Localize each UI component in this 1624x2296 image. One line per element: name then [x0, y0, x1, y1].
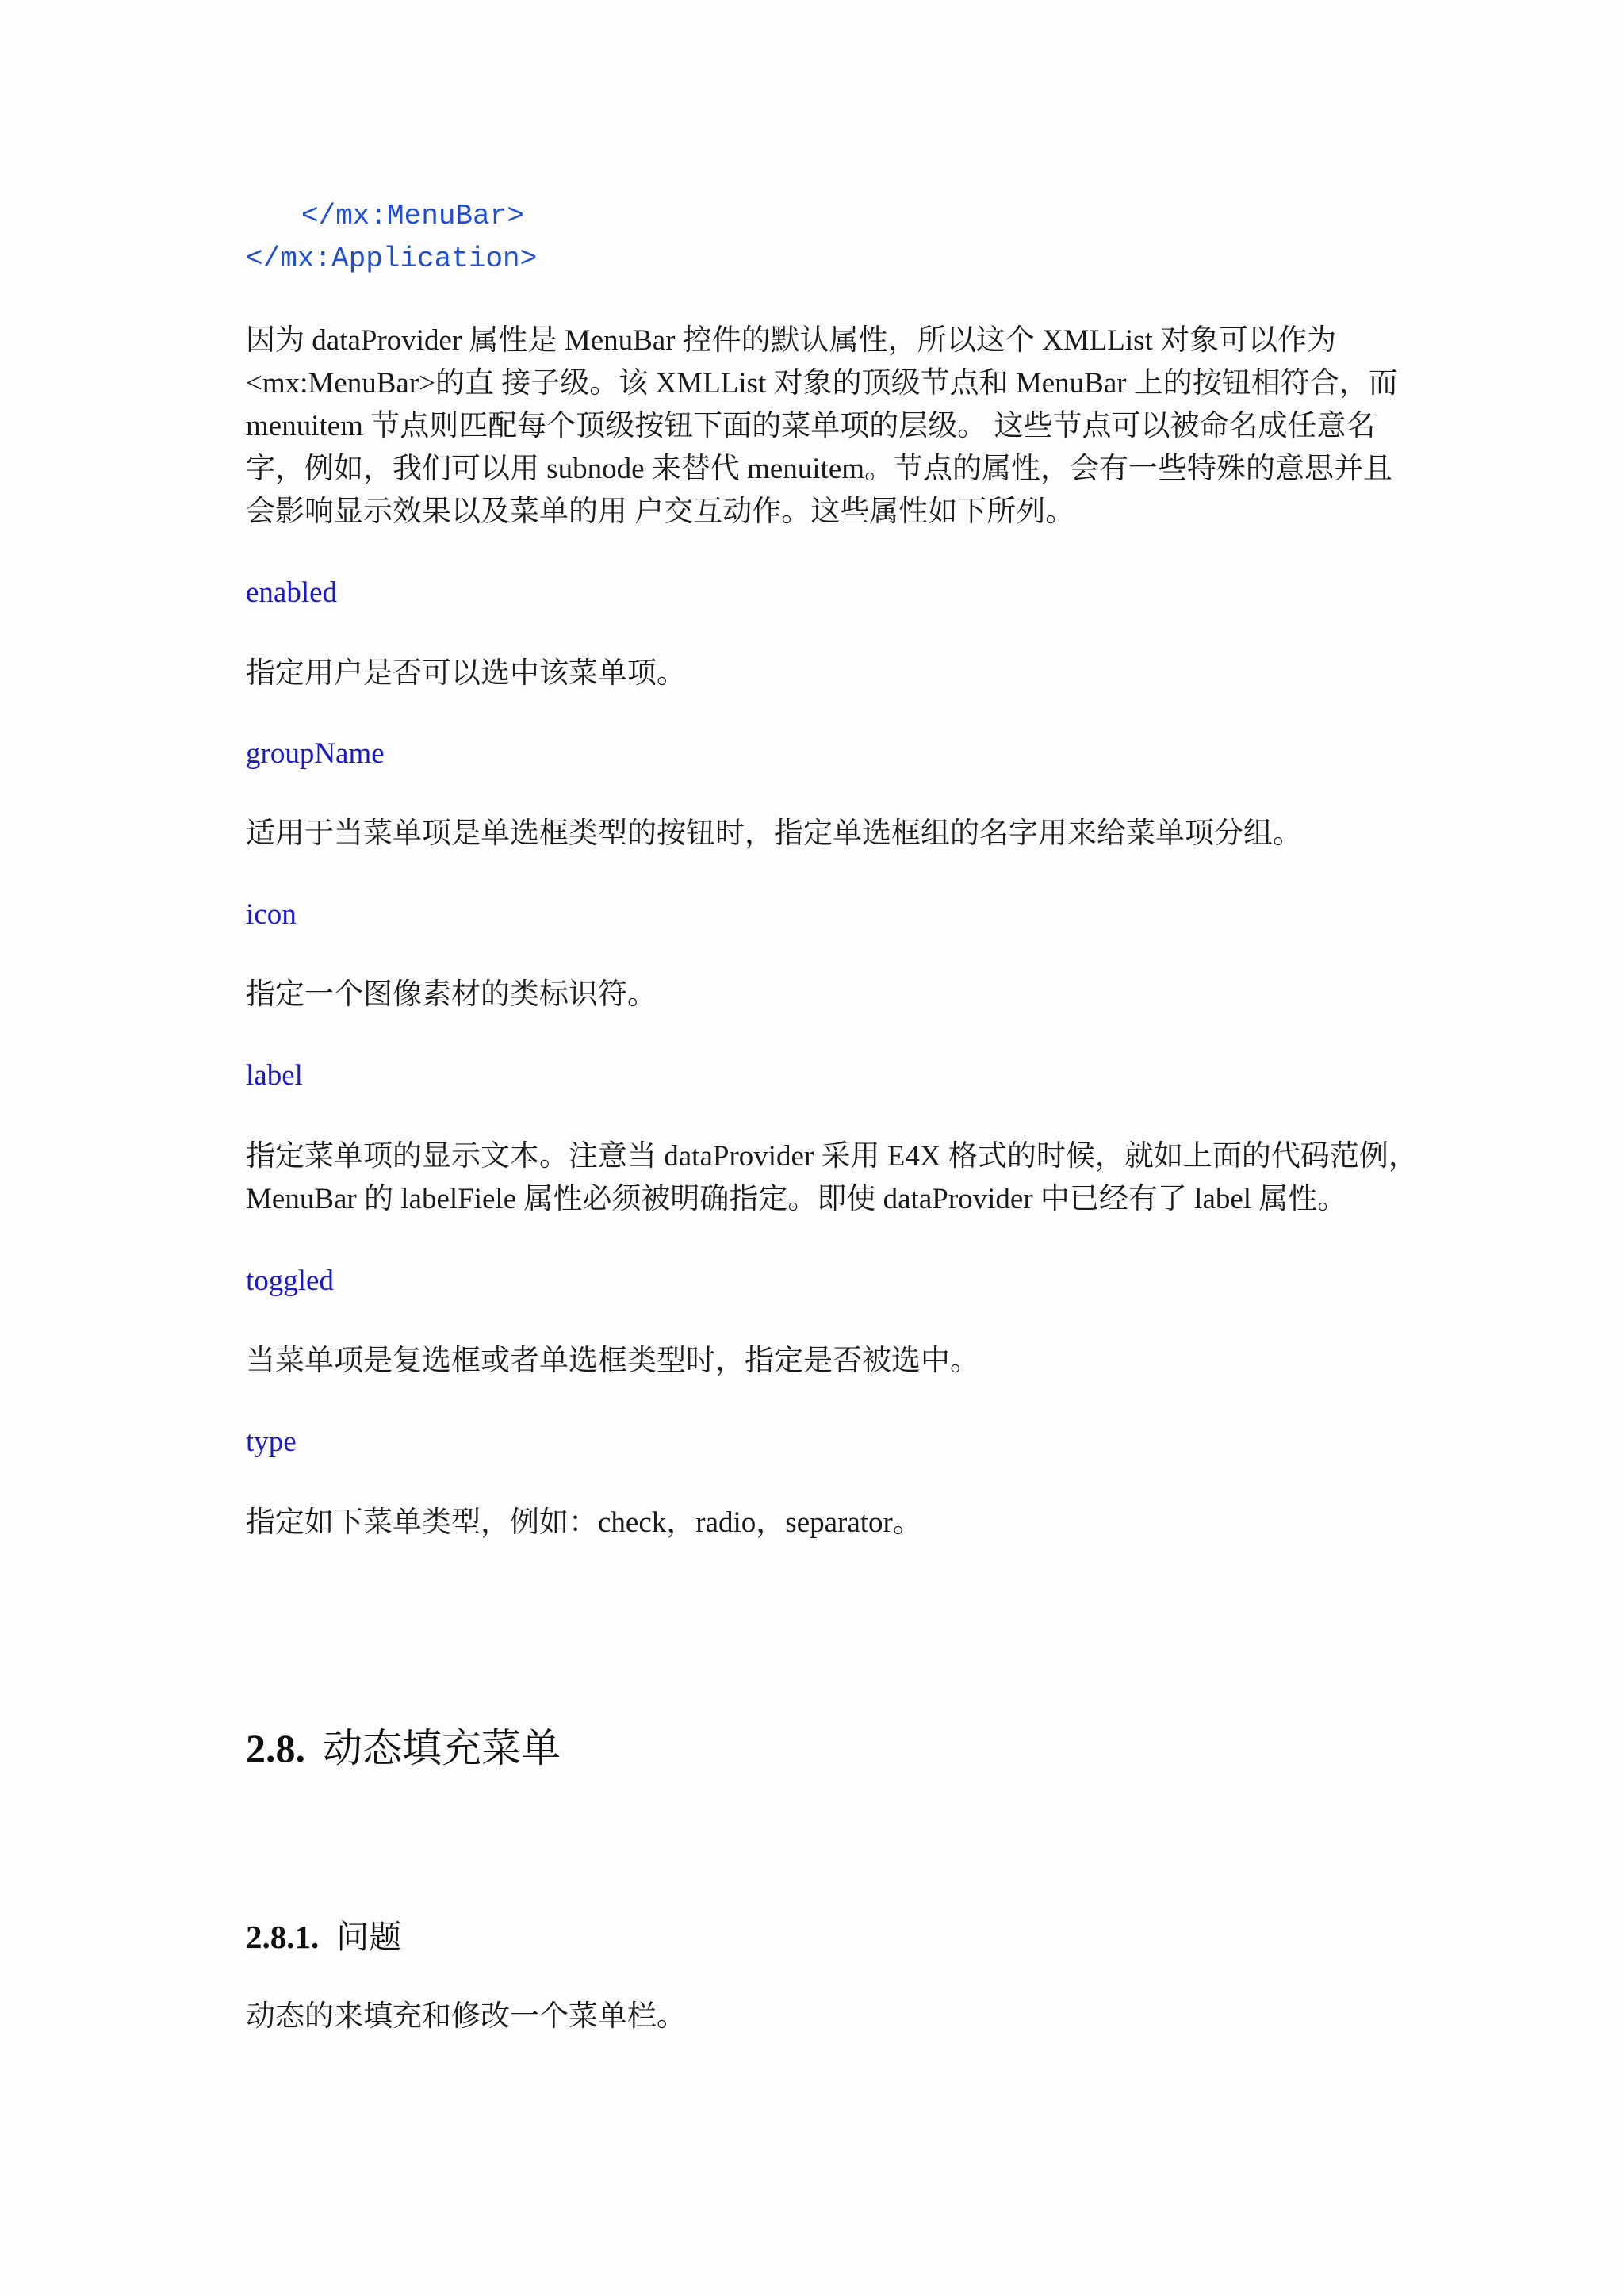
attribute-desc-line: 指定一个图像素材的类标识符。 — [246, 978, 657, 1011]
intro-line: <mx:MenuBar>的直 接子级。该 XMLList 对象的顶级节点和 MenuBar 上的按钮相符合，而 — [246, 367, 1398, 400]
attribute-name-icon: icon — [246, 898, 297, 931]
attribute-name-enabled: enabled — [246, 576, 338, 609]
attribute-desc-toggled — [246, 1340, 1388, 1383]
attribute-desc-line: 适用于当菜单项是单选框类型的按钮时，指定单选框组的名字用来给菜单项分组。 — [246, 817, 1302, 850]
intro-paragraph — [246, 320, 1398, 534]
problem-paragraph — [246, 1996, 1388, 2038]
attribute-desc-line: MenuBar 的 labelFiele 属性必须被明确指定。即使 dataProvider 中已经有了 label 属性。 — [246, 1183, 1347, 1215]
attribute-desc-icon — [246, 974, 1388, 1016]
attribute-desc-line: 指定用户是否可以选中该菜单项。 — [246, 657, 686, 690]
attribute-desc-label — [246, 1135, 1418, 1221]
attribute-desc-line: 指定如下菜单类型，例如：check，radio，separator。 — [246, 1506, 922, 1539]
attribute-desc-enabled — [246, 652, 1388, 695]
attribute-name-groupname: groupName — [246, 737, 385, 770]
section-heading — [246, 1720, 561, 1776]
problem-line: 动态的来填充和修改一个菜单栏。 — [246, 2000, 686, 2033]
section-number: 2.8. — [246, 1726, 305, 1770]
attribute-name-toggled: toggled — [246, 1265, 334, 1297]
code-line-application-close: </mx:Application> — [246, 243, 538, 275]
attribute-desc-line: 当菜单项是复选框或者单选框类型时，指定是否被选中。 — [246, 1345, 979, 1377]
attribute-desc-line: 指定菜单项的显示文本。注意当 dataProvider 采用 E4X 格式的时候，就如上面的代码范例， — [246, 1140, 1418, 1173]
intro-line: 因为 dataProvider 属性是 MenuBar 控件的默认属性，所以这个 XMLList 对象可以作为 — [246, 324, 1337, 357]
subsection-number: 2.8.1. — [246, 1919, 320, 1955]
code-line-menubar-close: </mx:MenuBar> — [301, 200, 524, 232]
subsection-title: 问题 — [336, 1919, 402, 1955]
attribute-desc-groupname — [246, 813, 1388, 855]
intro-line: 字，例如，我们可以用 subnode 来替代 menuitem。节点的属性，会有一些特殊的意思并且 — [246, 453, 1393, 485]
subsection-heading — [246, 1913, 401, 1961]
intro-line: 会影响显示效果以及菜单的用 户交互动作。这些属性如下所列。 — [246, 496, 1075, 528]
attribute-name-label: label — [246, 1059, 303, 1092]
attribute-desc-type — [246, 1502, 1388, 1544]
attribute-name-type: type — [246, 1425, 297, 1458]
section-title: 动态填充菜单 — [323, 1726, 561, 1770]
intro-line: menuitem 节点则匹配每个顶级按钮下面的菜单项的层级。 这些节点可以被命名成任意名 — [246, 410, 1376, 442]
